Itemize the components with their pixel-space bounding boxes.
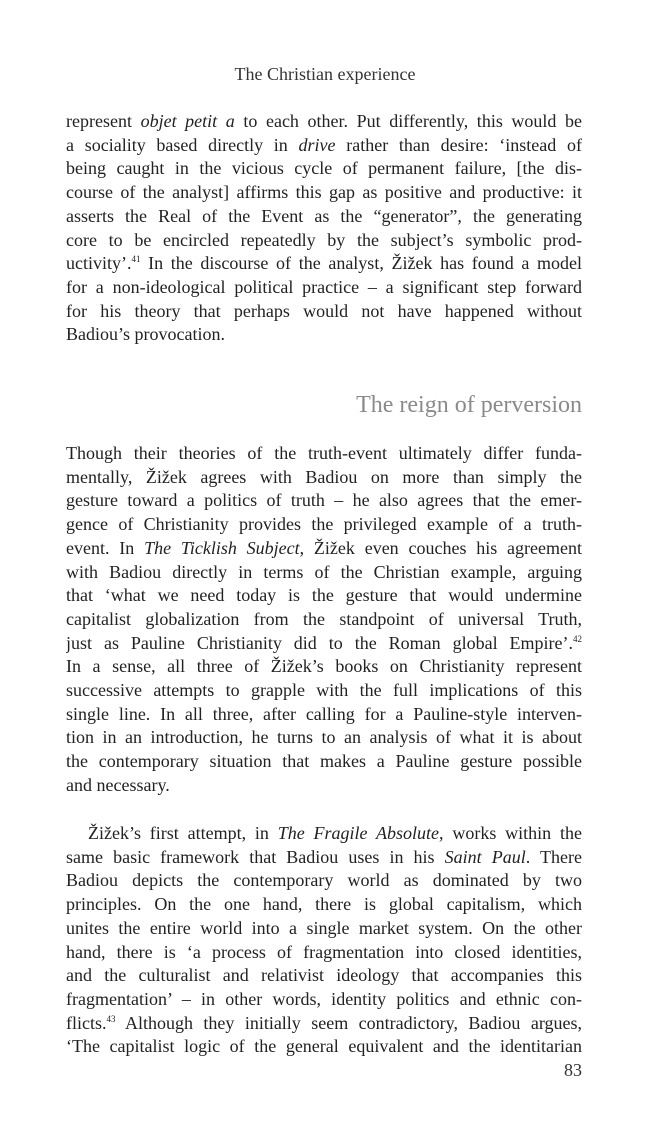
text-line bbox=[66, 276, 582, 299]
text-line bbox=[66, 513, 582, 536]
text-line bbox=[66, 323, 582, 346]
text-line bbox=[66, 134, 582, 157]
footnote-reference: 42 bbox=[573, 633, 582, 644]
text-segment: to each other. Put differently, this would be bbox=[234, 111, 582, 131]
text-line bbox=[66, 157, 582, 180]
text-line bbox=[66, 679, 582, 702]
text-line bbox=[66, 917, 582, 940]
text-segment: event. In bbox=[66, 537, 145, 558]
text-line bbox=[66, 205, 582, 228]
text-line bbox=[66, 893, 582, 916]
text-segment: Although they initially seem contradictory, Badiou argues, bbox=[115, 1012, 582, 1033]
page-number: 83 bbox=[564, 1060, 582, 1080]
text-line bbox=[66, 1012, 582, 1035]
text-line bbox=[66, 726, 582, 749]
italic-text: Saint Paul bbox=[444, 846, 526, 867]
text-segment: course of the analyst] affirms this gap as positive and productive: it bbox=[66, 182, 582, 203]
text-segment: single line. In all three, after calling for a Pauline-style interven- bbox=[66, 703, 582, 724]
text-line bbox=[66, 442, 582, 465]
text-segment: just as Pauline Christianity did to the Roman global Empire’. bbox=[66, 632, 573, 653]
text-line bbox=[66, 964, 582, 987]
text-line bbox=[66, 300, 582, 323]
text-segment: In a sense, all three of Žižek’s books on Christianity represent bbox=[66, 656, 582, 677]
text-line bbox=[66, 1035, 582, 1058]
text-segment: mentally, Žižek agrees with Badiou on more than simply the bbox=[66, 466, 582, 487]
text-line bbox=[66, 537, 582, 560]
section-heading: The reign of perversion bbox=[356, 392, 582, 418]
text-segment: asserts the Real of the Event as the “generator”, the generating bbox=[66, 205, 582, 226]
text-line bbox=[88, 822, 582, 845]
text-line bbox=[66, 584, 582, 607]
text-segment: fragmentation’ – in other words, identity politics and ethnic con- bbox=[66, 988, 582, 1009]
text-line bbox=[66, 750, 582, 773]
text-segment: hand, there is ‘a process of fragmentation into closed identities, bbox=[66, 941, 582, 962]
text-segment: capitalist globalization from the standpoint of universal Truth, bbox=[66, 608, 582, 629]
text-line bbox=[66, 252, 582, 275]
text-segment: principles. On the one hand, there is global capitalism, which bbox=[66, 894, 582, 915]
text-segment: that ‘what we need today is the gesture that would undermine bbox=[66, 585, 582, 606]
text-line bbox=[66, 181, 582, 204]
text-line bbox=[66, 774, 582, 797]
text-segment: and necessary. bbox=[66, 774, 170, 795]
text-segment: flicts. bbox=[66, 1012, 107, 1033]
italic-text: The Fragile Absolute bbox=[277, 823, 440, 843]
running-head: The Christian experience bbox=[234, 64, 416, 84]
text-segment: a sociality based directly in bbox=[66, 134, 299, 155]
text-segment: for his theory that perhaps would not have happened without bbox=[66, 300, 582, 321]
text-line bbox=[66, 608, 582, 631]
text-segment: gesture toward a politics of truth – he also agrees that the emer- bbox=[66, 490, 582, 511]
text-segment: Žižek’s first attempt, in bbox=[88, 823, 278, 843]
text-segment: being caught in the vicious cycle of permanent failure, [the dis- bbox=[66, 158, 582, 179]
text-line bbox=[66, 846, 582, 869]
text-line bbox=[66, 988, 582, 1011]
text-segment: Badiou’s provocation. bbox=[66, 324, 225, 345]
text-segment: same basic framework that Badiou uses in his bbox=[66, 846, 445, 867]
text-segment: represent bbox=[66, 111, 141, 131]
text-segment: unites the entire world into a single market system. On the other bbox=[66, 917, 582, 938]
footnote-reference: 43 bbox=[106, 1013, 116, 1024]
text-line bbox=[66, 229, 582, 252]
text-segment: . There bbox=[525, 846, 582, 867]
italic-text: drive bbox=[298, 134, 336, 155]
text-segment: ‘The capitalist logic of the general equivalent and the identitarian bbox=[66, 1036, 582, 1057]
text-segment: the contemporary situation that makes a Pauline gesture possible bbox=[66, 751, 582, 772]
text-segment: Though their theories of the truth-event ultimately differ funda- bbox=[66, 443, 582, 463]
text-line bbox=[66, 110, 582, 133]
text-line bbox=[66, 869, 582, 892]
footnote-reference: 41 bbox=[131, 254, 141, 265]
text-segment: , Žižek even couches his agreement bbox=[299, 537, 582, 558]
text-segment: gence of Christianity provides the privileged example of a truth- bbox=[66, 514, 582, 535]
italic-text: The Ticklish Subject bbox=[144, 537, 300, 558]
text-line bbox=[66, 941, 582, 964]
text-segment: , works within the bbox=[439, 823, 582, 843]
text-line bbox=[66, 489, 582, 512]
text-segment: successive attempts to grapple with the full implications of this bbox=[66, 680, 582, 700]
text-line bbox=[66, 703, 582, 726]
text-segment: core to be encircled repeatedly by the subject’s symbolic prod- bbox=[66, 229, 582, 250]
text-segment: tion in an introduction, he turns to an analysis of what it is about bbox=[66, 727, 582, 748]
text-segment: Badiou depicts the contemporary world as dominated by two bbox=[66, 870, 582, 891]
text-line bbox=[66, 632, 582, 655]
text-segment: with Badiou directly in terms of the Christian example, arguing bbox=[66, 561, 582, 582]
text-segment: for a non-ideological political practice – a significant step forward bbox=[66, 276, 582, 297]
text-line bbox=[66, 561, 582, 584]
text-line bbox=[66, 466, 582, 489]
text-segment: In the discourse of the analyst, Žižek has found a model bbox=[140, 253, 582, 274]
text-line bbox=[66, 655, 582, 678]
italic-text: objet petit a bbox=[140, 111, 235, 131]
text-segment: and the culturalist and relativist ideology that accompanies this bbox=[66, 965, 582, 986]
text-segment: uctivity’. bbox=[66, 253, 132, 274]
text-segment: rather than desire: ‘instead of bbox=[335, 134, 582, 155]
